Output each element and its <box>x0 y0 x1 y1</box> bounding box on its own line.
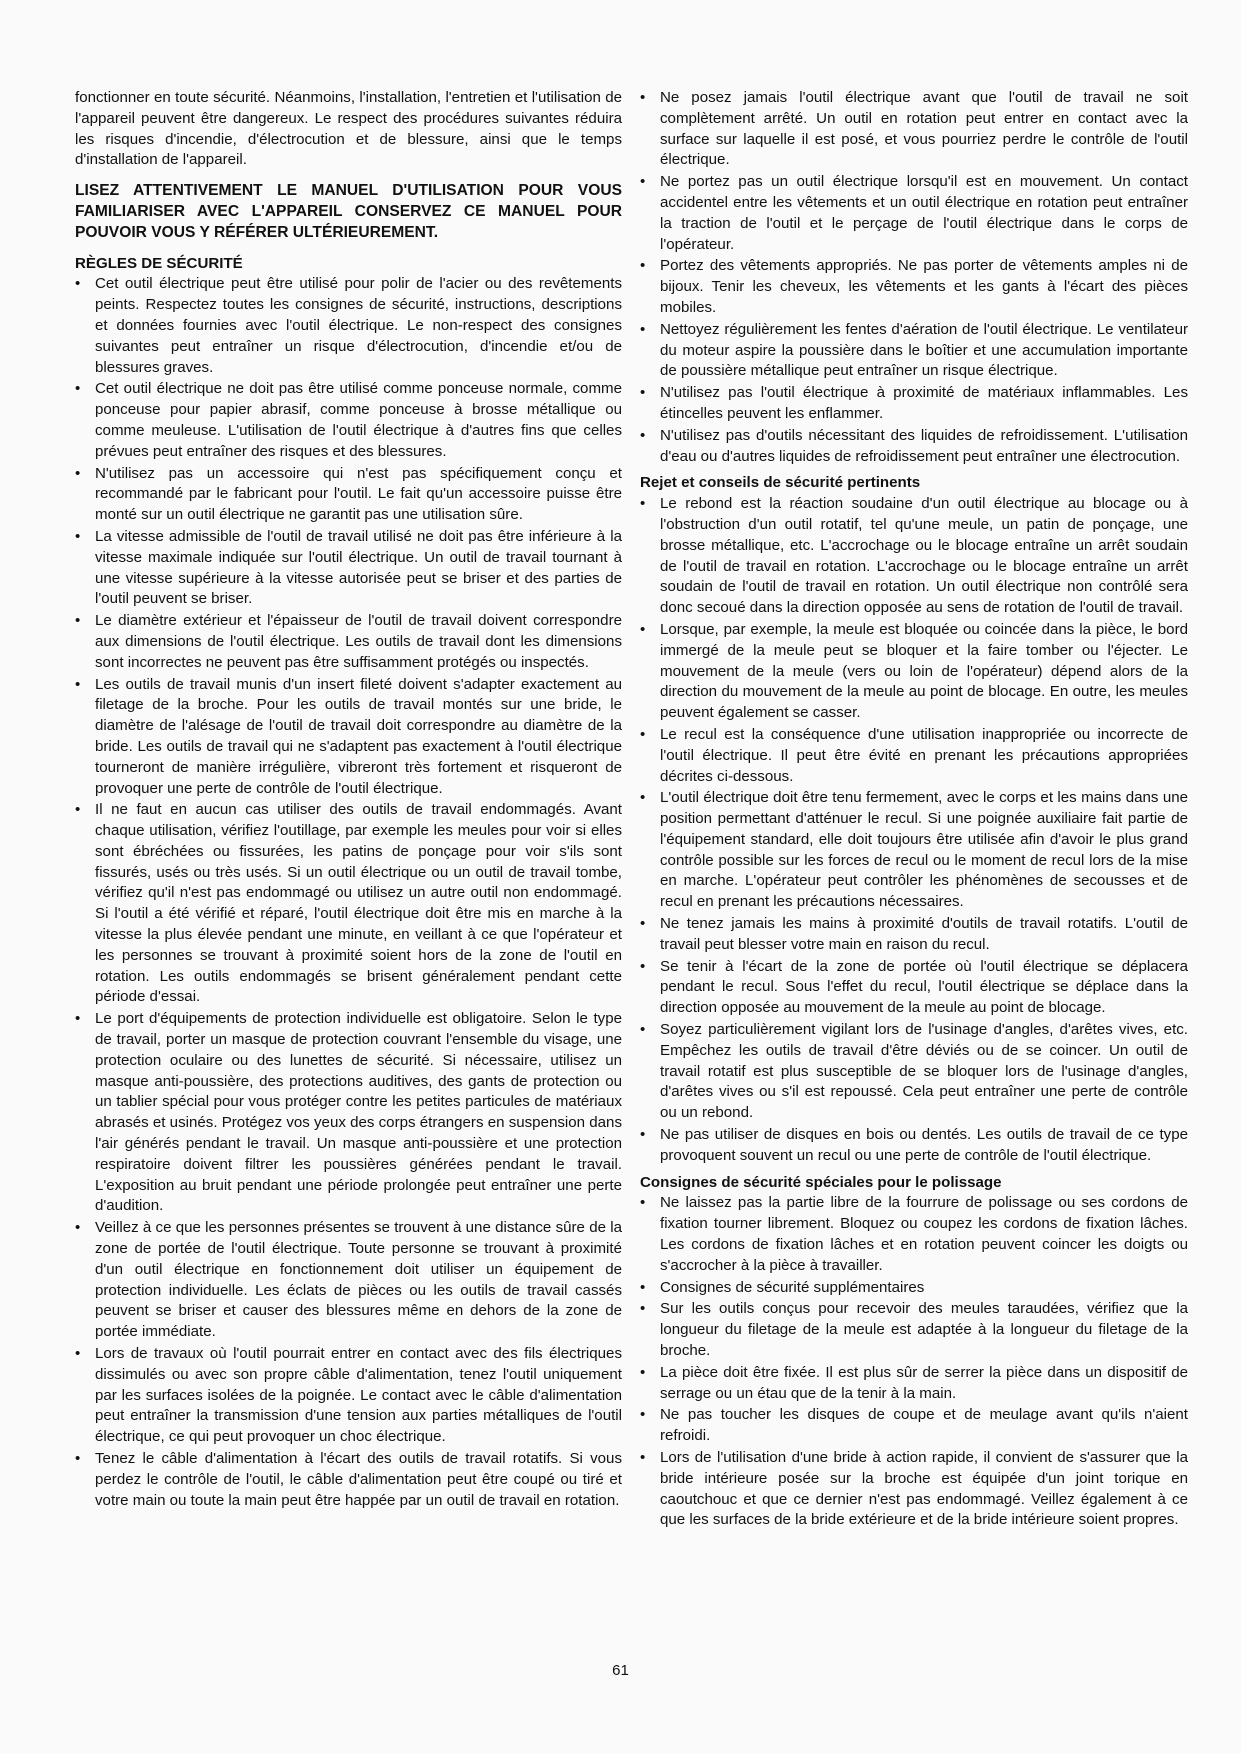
left-column <box>75 88 622 1512</box>
list-item: • Lorsque, par exemple, la meule est bloquée ou coincée dans la pièce, le bord immergé de la meule peut se bloquer et la faire tomber ou l'éjecter. Le mouvement de la meule (vers ou loin de l'opérateur) dépend alors de la direction du mouvement de la meule au point de blocage. En outre, les meules peuvent également se casser. <box>640 620 1188 724</box>
list-item: • Cet outil électrique peut être utilisé pour polir de l'acier ou des revêtements peints. Respectez toutes les consignes de sécurité, instructions, descriptions et données fournies avec l'outil électrique. Le non-respect des consignes suivantes peut entraîner un risque d'électrocution, d'incendie et/ou de blessures graves. <box>75 274 622 378</box>
list-item: • Il ne faut en aucun cas utiliser des outils de travail endommagés. Avant chaque utilisation, vérifiez l'outillage, par exemple les meules pour voir si elles sont ébréchées ou fissurées, les patins de ponçage pour voir s'ils sont fissurés, usés ou très usés. Si un outil électrique ou un outil de travail tombe, vérifiez qu'il n'est pas endommagé ou utilisez un autre outil non endommagé. Si l'outil a été vérifié et réparé, l'outil électrique doit être mis en marche à la vitesse la plus élevée pendant une minute, en veillant à ce que l'opérateur et les personnes se trouvant à proximité soient hors de la zone de l'outil en rotation. Les outils endommagés se brisent généralement pendant cette période d'essai. <box>75 800 622 1008</box>
list-item: • Cet outil électrique ne doit pas être utilisé comme ponceuse normale, comme ponceuse pour papier abrasif, comme ponceuse à brosse métallique ou comme meuleuse. L'utilisation de l'outil électrique à d'autres fins que celles prévues peut entraîner des risques et des blessures. <box>75 379 622 462</box>
list-item: • Portez des vêtements appropriés. Ne pas porter de vêtements amples ni de bijoux. Tenir les cheveux, les vêtements et les gants à l'écart des pièces mobiles. <box>640 256 1188 318</box>
list-item: • N'utilisez pas d'outils nécessitant des liquides de refroidissement. L'utilisation d'eau ou d'autres liquides de refroidissement peut entraîner une électrocution. <box>640 426 1188 468</box>
list-item: • Ne pas toucher les disques de coupe et de meulage avant qu'ils n'aient refroidi. <box>640 1405 1188 1447</box>
page-number: 61 <box>612 1662 629 1679</box>
list-item: • La vitesse admissible de l'outil de travail utilisé ne doit pas être inférieure à la vitesse maximale indiquée sur l'outil électrique. Un outil de travail tournant à une vitesse supérieure à la vitesse autorisée peut se briser et des parties de l'outil peuvent se briser. <box>75 527 622 610</box>
polishing-heading: Consignes de sécurité spéciales pour le polissage <box>640 1173 1002 1191</box>
list-item: • Ne pas utiliser de disques en bois ou dentés. Les outils de travail de ce type provoquent souvent un recul ou une perte de contrôle de l'outil électrique. <box>640 1125 1188 1167</box>
list-item: • Sur les outils conçus pour recevoir des meules taraudées, vérifiez que la longueur du filetage de la meule est adaptée à la longueur du filetage de la broche. <box>640 1299 1188 1361</box>
list-item: • Ne posez jamais l'outil électrique avant que l'outil de travail ne soit complètement arrêté. Un outil en rotation peut entrer en contact avec la surface sur laquelle il est posé, et vous pourriez perdre le contrôle de l'outil électrique. <box>640 88 1188 171</box>
list-item: • Lors de l'utilisation d'une bride à action rapide, il convient de s'assurer que la bride intérieure posée sur la broche est équipée d'un joint torique en caoutchouc et que ce dernier n'est pas endommagé. Veillez également à ce que les surfaces de la bride extérieure et de la bride intérieure soient propres. <box>640 1448 1188 1531</box>
general-safety-list <box>640 88 1188 467</box>
list-item: • Ne laissez pas la partie libre de la fourrure de polissage ou ses cordons de fixation tourner librement. Bloquez ou coupez les cordons de fixation lâches. Les cordons de fixation lâches et en rotation peuvent coincer les doigts ou s'accrocher à la pièce à travailler. <box>640 1193 1188 1276</box>
list-item: • La pièce doit être fixée. Il est plus sûr de serrer la pièce dans un dispositif de serrage ou un étau que de la tenir à la main. <box>640 1363 1188 1405</box>
list-item: • Le rebond est la réaction soudaine d'un outil électrique au blocage ou à l'obstruction d'un outil rotatif, tel qu'une meule, un patin de ponçage, une brosse métallique, etc. L'accrochage ou le blocage entraîne un arrêt soudain de l'outil de travail en rotation. L'accrochage ou le blocage entraîne un arrêt soudain de l'outil de travail en rotation. Un outil électrique non contrôlé sera donc secoué dans la direction opposée au sens de rotation de l'outil de travail. <box>640 494 1188 619</box>
list-item: • Se tenir à l'écart de la zone de portée où l'outil électrique se déplacera pendant le recul. Sous l'effet du recul, l'outil électrique se déplace dans la direction opposée au mouvement de la meule au point de blocage. <box>640 957 1188 1019</box>
intro-paragraph: fonctionner en toute sécurité. Néanmoins, l'installation, l'entretien et l'utilisation de l'appareil peuvent être dangereux. Le respect des procédures suivantes réduira les risques d'incendie, d'électrocution et de blessure, ainsi que le temps d'installation de l'appareil. <box>75 89 622 169</box>
list-item: • Tenez le câble d'alimentation à l'écart des outils de travail rotatifs. Si vous perdez le contrôle de l'outil, le câble d'alimentation peut être coupé ou tiré et votre main ou toute la main peut être happée par un outil de travail en rotation. <box>75 1449 622 1511</box>
list-item: • Ne portez pas un outil électrique lorsqu'il est en mouvement. Un contact accidentel entre les vêtements et un outil électrique en rotation peut entraîner la traction de l'outil et le perçage de l'outil électrique dans le corps de l'opérateur. <box>640 172 1188 255</box>
warning-heading: LISEZ ATTENTIVEMENT LE MANUEL D'UTILISATION POUR VOUS FAMILIARISER AVEC L'APPAREIL CONSERVEZ CE MANUEL POUR POUVOIR VOUS Y RÉFÉRER ULTÉRIEUREMENT. <box>75 182 622 241</box>
list-item: • Le port d'équipements de protection individuelle est obligatoire. Selon le type de travail, porter un masque de protection couvrant l'ensemble du visage, une protection oculaire ou des lunettes de sécurité. Si nécessaire, utilisez un masque anti-poussière, des protections auditives, des gants de protection ou un tablier spécial pour vous protéger contre les petites particules de matériaux abrasés et usinés. Protégez vos yeux des corps étrangers en suspension dans l'air générés pendant le travail. Un masque anti-poussière et une protection respiratoire doivent filtrer les poussières générées pendant le travail. L'exposition au bruit pendant une période prolongée peut entraîner une perte d'audition. <box>75 1009 622 1217</box>
rules-heading: RÈGLES DE SÉCURITÉ <box>75 254 243 272</box>
right-column <box>640 88 1188 1532</box>
list-item: • Soyez particulièrement vigilant lors de l'usinage d'angles, d'arêtes vives, etc. Empêchez les outils de travail d'être déviés ou de se coincer. Un outil de travail rotatif est plus susceptible de se bloquer lors de l'usinage d'angles, d'arêtes vives ou s'il est repoussé. Cela peut entraîner une perte de contrôle ou un rebond. <box>640 1020 1188 1124</box>
list-item: • Ne tenez jamais les mains à proximité d'outils de travail rotatifs. L'outil de travail peut blesser votre main en raison du recul. <box>640 914 1188 956</box>
kickback-heading: Rejet et conseils de sécurité pertinents <box>640 474 921 492</box>
list-item: • L'outil électrique doit être tenu fermement, avec le corps et les mains dans une position permettant d'atténuer le recul. Si une poignée auxiliaire fait partie de l'équipement standard, elle doit toujours être utilisée afin d'avoir le plus grand contrôle possible sur les forces de recul ou le moment de recul lors de la mise en marche. L'opérateur peut contrôler les phénomènes de secousses et de recul en prenant les précautions nécessaires. <box>640 788 1188 913</box>
list-item: • Le recul est la conséquence d'une utilisation inappropriée ou incorrecte de l'outil électrique. Il peut être évité en prenant les précautions appropriées décrites ci-dessous. <box>640 725 1188 787</box>
kickback-list <box>640 494 1188 1167</box>
polishing-list <box>640 1193 1188 1531</box>
list-item: • Nettoyez régulièrement les fentes d'aération de l'outil électrique. Le ventilateur du moteur aspire la poussière dans le boîtier et une accumulation importante de poussière métallique peut entraîner un risque électrique. <box>640 320 1188 382</box>
list-item: • Consignes de sécurité supplémentaires <box>640 1278 1188 1299</box>
list-item: • Lors de travaux où l'outil pourrait entrer en contact avec des fils électriques dissimulés ou avec son propre câble d'alimentation, tenez l'outil uniquement par les surfaces isolées de la poignée. Le contact avec le câble d'alimentation peut entraîner la transmission d'une tension aux parties métalliques de l'outil électrique, ce qui peut provoquer un choc électrique. <box>75 1344 622 1448</box>
list-item: • Les outils de travail munis d'un insert fileté doivent s'adapter exactement au filetage de la broche. Pour les outils de travail montés sur une bride, le diamètre de l'alésage de l'outil de travail doit correspondre au diamètre de la bride. Les outils de travail qui ne s'adaptent pas exactement à l'outil électrique tourneront de manière irrégulière, vibreront très fortement et risqueront de provoquer une perte de contrôle de l'outil électrique. <box>75 675 622 800</box>
list-item: • Le diamètre extérieur et l'épaisseur de l'outil de travail doivent correspondre aux dimensions de l'outil électrique. Les outils de travail dont les dimensions sont incorrectes ne peuvent pas être suffisamment protégés ou inspectés. <box>75 611 622 673</box>
list-item: • N'utilisez pas un accessoire qui n'est pas spécifiquement conçu et recommandé par le fabricant pour l'outil. Le fait qu'un accessoire puisse être monté sur un outil électrique ne garantit pas une utilisation sûre. <box>75 464 622 526</box>
rules-list <box>75 274 622 1511</box>
list-item: • Veillez à ce que les personnes présentes se trouvent à une distance sûre de la zone de portée de l'outil électrique. Toute personne se trouvant à proximité d'un outil électrique en fonctionnement doit utiliser un équipement de protection individuelle. Les éclats de pièces ou les outils de travail cassés peuvent se briser et causer des blessures même en dehors de la zone de portée immédiate. <box>75 1218 622 1343</box>
list-item: • N'utilisez pas l'outil électrique à proximité de matériaux inflammables. Les étincelles peuvent les enflammer. <box>640 383 1188 425</box>
